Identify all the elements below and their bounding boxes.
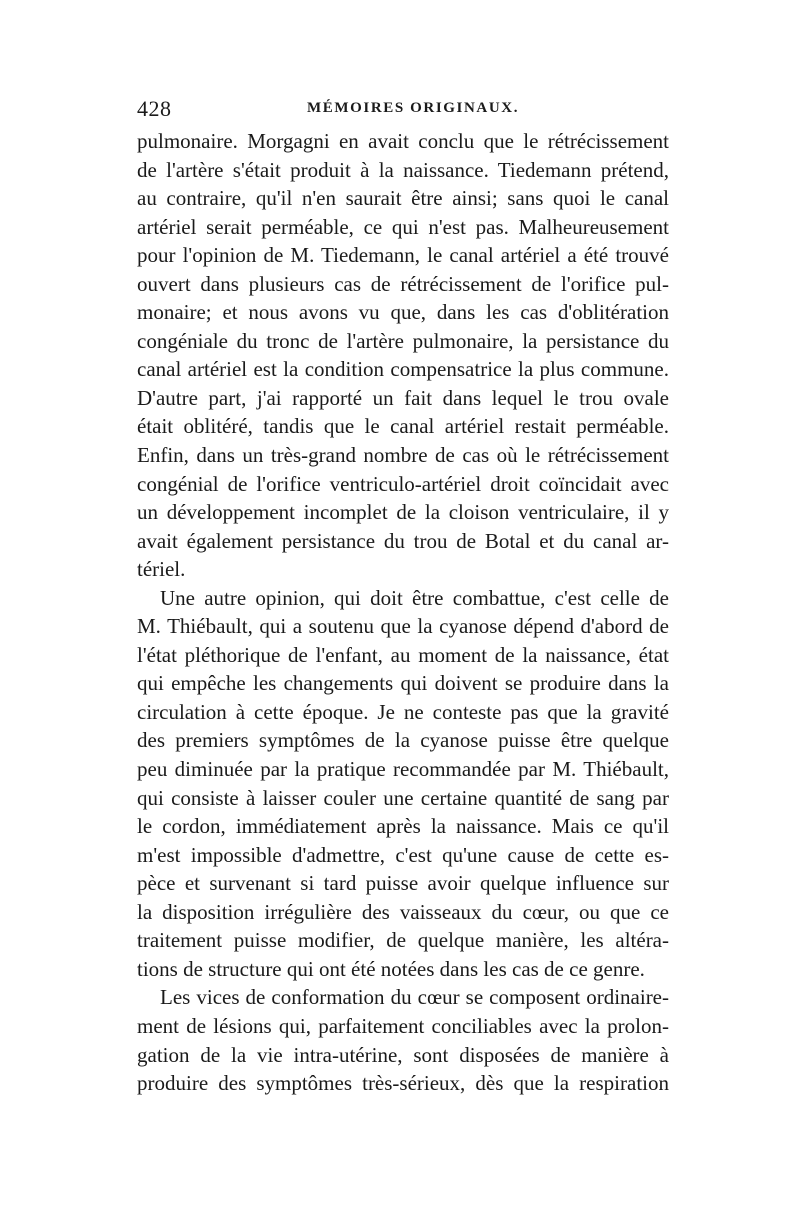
text-line: produire des symptômes très-sérieux, dès que la respiration — [137, 1071, 669, 1096]
paragraph-start-line: Les vices de conformation du cœur se composent ordinaire- — [160, 985, 669, 1010]
text-line: pèce et survenant si tard puisse avoir quelque influence sur — [137, 871, 669, 896]
text-line: D'autre part, j'ai rapporté un fait dans lequel le trou ovale — [137, 385, 669, 410]
text-line: m'est impossible d'admettre, c'est qu'une cause de cette es- — [137, 842, 669, 867]
text-line: M. Thiébault, qui a soutenu que la cyanose dépend d'abord de — [137, 614, 669, 639]
text-line: qui consiste à laisser couler une certaine quantité de sang par — [137, 785, 669, 810]
text-line: la disposition irrégulière des vaisseaux du cœur, ou que ce — [137, 899, 669, 924]
paragraph-start-line: Une autre opinion, qui doit être combattue, c'est celle de — [160, 585, 669, 610]
text-line: congéniale du tronc de l'artère pulmonaire, la persistance du — [137, 328, 669, 353]
text-line: Enfin, dans un très-grand nombre de cas où le rétrécissement — [137, 443, 669, 468]
text-line: au contraire, qu'il n'en saurait être ainsi; sans quoi le canal — [137, 186, 669, 211]
text-line: peu diminuée par la pratique recommandée par M. Thiébault, — [137, 757, 669, 782]
text-line: circulation à cette époque. Je ne conteste pas que la gravité — [137, 699, 669, 724]
text-line: était oblitéré, tandis que le canal artériel restait perméable. — [137, 414, 669, 439]
text-line: avait également persistance du trou de Botal et du canal ar- — [137, 528, 669, 553]
page-header — [137, 96, 669, 126]
text-line: monaire; et nous avons vu que, dans les cas d'oblitération — [137, 300, 669, 325]
page-number: 428 — [137, 96, 172, 121]
text-line: pulmonaire. Morgagni en avait conclu que le rétrécissement — [137, 129, 669, 153]
running-title: MÉMOIRES ORIGINAUX. — [307, 100, 520, 116]
text-line: pour l'opinion de M. Tiedemann, le canal artériel a été trouvé — [137, 243, 669, 268]
text-line: canal artériel est la condition compensatrice la plus commune. — [137, 357, 669, 382]
text-line: artériel serait perméable, ce qui n'est pas. Malheureusement — [137, 214, 669, 239]
text-line: tions de structure qui ont été notées dans les cas de ce genre. — [137, 956, 645, 981]
text-line: l'état pléthorique de l'enfant, au moment de la naissance, état — [137, 642, 669, 667]
text-line: des premiers symptômes de la cyanose puisse être quelque — [137, 728, 669, 753]
text-line: de l'artère s'était produit à la naissance. Tiedemann prétend, — [137, 157, 669, 182]
text-line: qui empêche les changements qui doivent se produire dans la — [137, 671, 669, 696]
text-line: congénial de l'orifice ventriculo-artériel droit coïncidait avec — [137, 471, 669, 496]
text-line: traitement puisse modifier, de quelque manière, les altéra- — [137, 928, 669, 953]
body-text — [137, 127, 669, 1098]
text-line: ment de lésions qui, parfaitement conciliables avec la prolon- — [137, 1013, 669, 1038]
text-line: gation de la vie intra-utérine, sont disposées de manière à — [137, 1042, 669, 1067]
text-line: le cordon, immédiatement après la naissance. Mais ce qu'il — [137, 814, 669, 839]
text-line: ouvert dans plusieurs cas de rétrécissement de l'orifice pul- — [137, 271, 669, 296]
text-line: un développement incomplet de la cloison ventriculaire, il y — [137, 500, 669, 525]
text-line: tériel. — [137, 557, 186, 582]
